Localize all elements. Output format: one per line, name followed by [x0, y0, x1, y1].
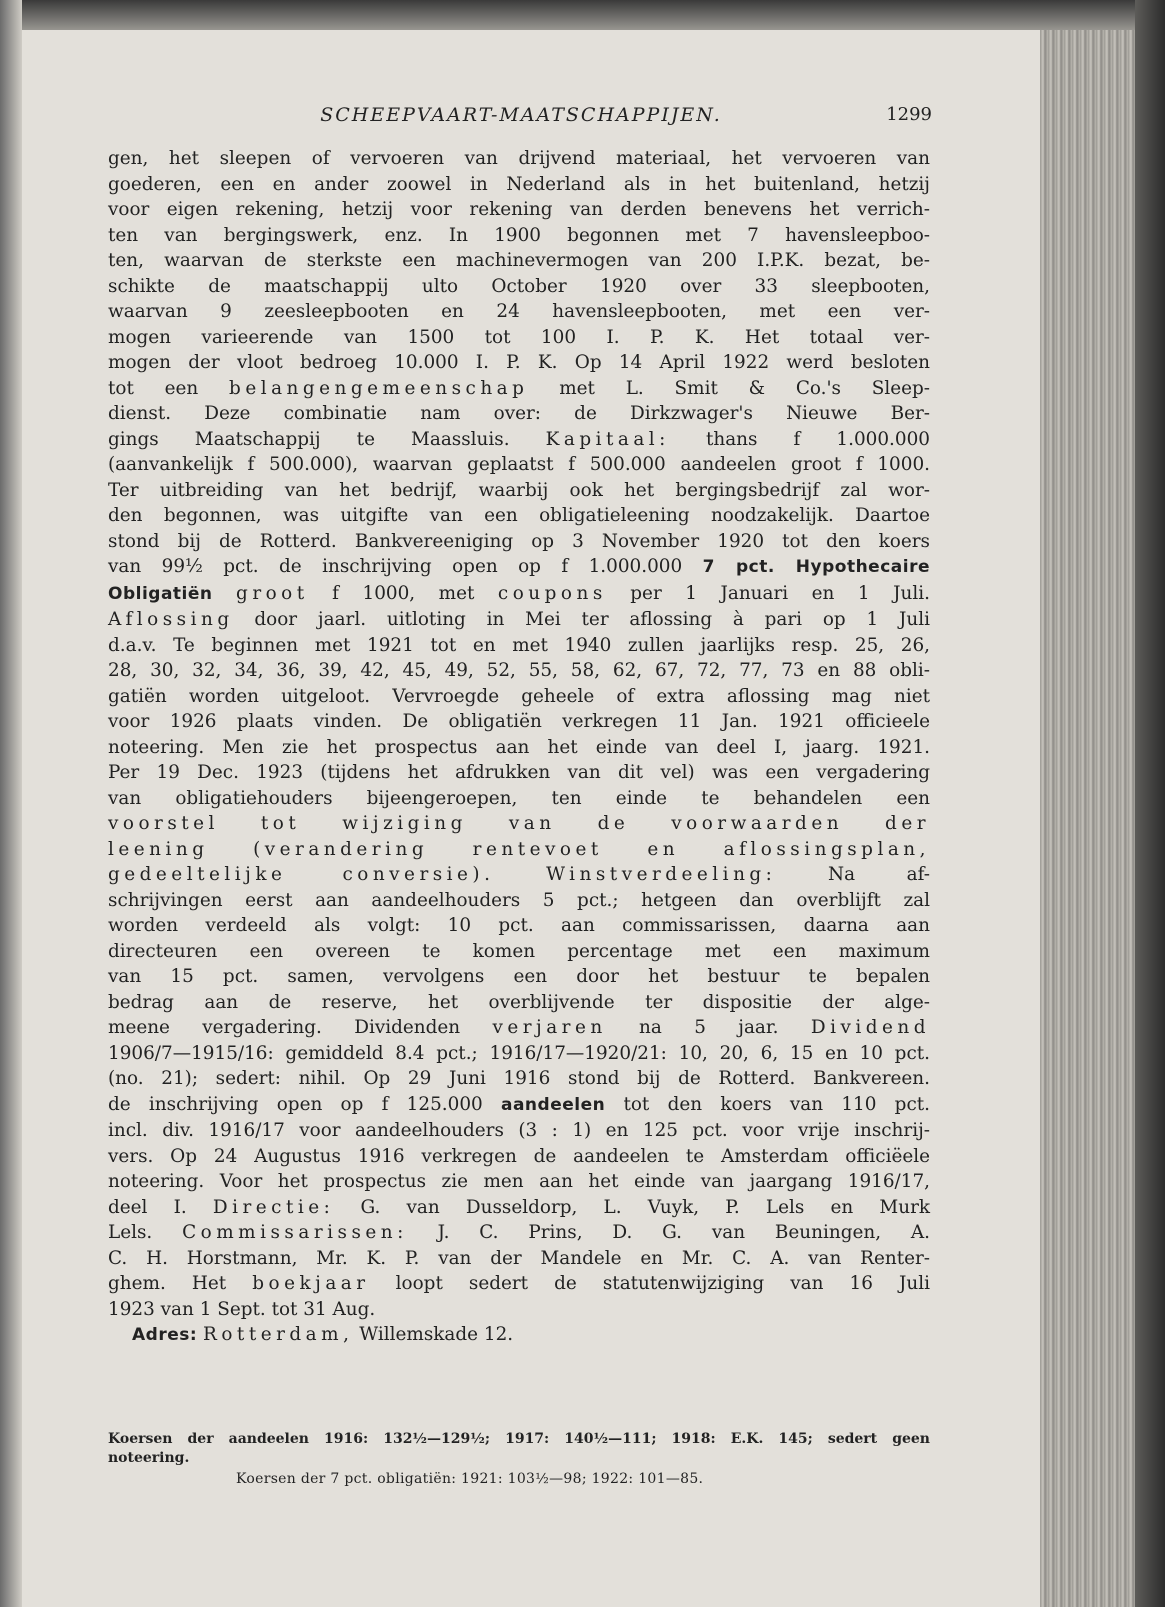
spaced-term: Aflossing — [108, 609, 234, 630]
text-run: door jaarl. uitloting in Mei ter aflossing à pari op 1 Juli — [233, 609, 930, 630]
text-line: (no. 21); sedert: nihil. Op 29 Juni 1916 stond bij de Rotterd. Bankvereen. — [108, 1068, 930, 1089]
footnote-line: Koersen der aandeelen 1916: 132½—129½; 1917: 140½—111; 1918: E.K. 145; sedert geen — [108, 1431, 930, 1447]
footnote-bond-prices: Koersen der 7 pct. obligatiën: 1921: 103½—98; 1922: 101—85. — [236, 1471, 704, 1487]
text-line: ten, waarvan de sterkste een machinevermogen van 200 I.P.K. bezat, be- — [108, 250, 930, 271]
spaced-term: belangengemeenschap — [229, 377, 529, 399]
text-line — [108, 862, 930, 888]
text-run: Na af- — [776, 864, 930, 885]
text-run — [213, 583, 237, 604]
text-line: 28, 30, 32, 34, 36, 39, 42, 45, 49, 52, 55, 58, 62, 67, 72, 77, 73 en 88 obli- — [108, 660, 930, 681]
text-line: worden verdeeld als volgt: 10 pct. aan commissarissen, daarna aan — [108, 915, 930, 936]
text-line: schikte de maatschappij ulto October 1920 over 33 sleepbooten, — [108, 275, 930, 297]
text-line — [108, 1015, 930, 1041]
text-line — [108, 427, 930, 453]
spaced-term: boekjaar — [252, 1273, 370, 1294]
text-line: directeuren een overeen te komen percentage met een maximum — [108, 940, 930, 962]
bold-heading: Adres: — [132, 1325, 198, 1345]
text-line: noteering. Voor het prospectus zie men aan het einde van jaargang 1916/17, — [108, 1171, 930, 1192]
text-run: van 99½ pct. de inschrijving open op f 1.000.000 — [108, 556, 703, 577]
spaced-term: Rotterdam, — [203, 1324, 354, 1345]
text-line: mogen varieerende van 1500 tot 100 I. P. K. Het totaal ver- — [108, 326, 930, 348]
text-line — [108, 1271, 930, 1297]
text-run: loopt sedert de statutenwijziging van 16 Juli — [369, 1273, 930, 1294]
text-run — [494, 864, 546, 885]
text-line: vers. Op 24 Augustus 1916 verkregen de aandeelen te Amsterdam officiëele — [108, 1145, 930, 1167]
text-run: de inschrijving open op f 125.000 — [108, 1093, 501, 1115]
text-line: ten van bergingswerk, enz. In 1900 begonnen met 7 havensleepboo- — [108, 224, 930, 246]
spaced-term: Commissarissen: — [182, 1222, 408, 1243]
text-run: met L. Smit & Co.'s Sleep- — [528, 377, 931, 399]
text-line: mogen der vloot bedroeg 10.000 I. P. K. Op 14 April 1922 werd besloten — [108, 352, 930, 373]
text-run: ghem. Het — [108, 1273, 253, 1294]
text-line: waarvan 9 zeesleepbooten en 24 havensleepbooten, met een ver- — [108, 301, 930, 322]
text-line: stond bij de Rotterd. Bankvereeniging op 3 November 1920 tot den koers — [108, 530, 930, 552]
text-line: den begonnen, was uitgifte van een obligatieleening noodzakelijk. Daartoe — [108, 505, 930, 526]
text-run: per 1 Januari en 1 Juli. — [606, 582, 930, 604]
text-line — [108, 1195, 930, 1221]
text-run: G. van Dusseldorp, L. Vuyk, P. Lels en Murk — [334, 1196, 930, 1218]
text-line: goederen, een en ander zoowel in Nederland als in het buitenland, hetzij — [108, 173, 930, 195]
text-line: incl. div. 1916/17 voor aandeelhouders (3 : 1) en 125 pct. voor vrije inschrij- — [108, 1120, 930, 1141]
text-line: voor 1926 plaats vinden. De obligatiën verkregen 11 Jan. 1921 officieele — [108, 711, 930, 732]
text-line — [108, 607, 930, 633]
text-line: van 15 pct. samen, vervolgens een door het bestuur te bepalen — [108, 966, 930, 987]
spaced-term: groot — [236, 582, 309, 604]
footnote-share-prices — [108, 1430, 930, 1468]
book-spine-shadow — [1135, 0, 1165, 1607]
text-line: 1923 van 1 Sept. tot 31 Aug. — [108, 1298, 376, 1320]
body-text — [108, 146, 930, 1349]
text-run: meene vergadering. Dividenden — [108, 1017, 493, 1038]
page-header — [110, 104, 932, 136]
text-run: thans f 1.000.000 — [669, 428, 930, 450]
text-line: d.a.v. Te beginnen met 1921 tot en met 1940 zullen jaarlijks resp. 25, 26, — [108, 634, 930, 656]
text-line: dienst. Deze combinatie nam over: de Dirkzwager's Nieuwe Ber- — [108, 403, 930, 424]
text-line: noteering. Men zie het prospectus aan het einde van deel I, jaarg. 1921. — [108, 736, 930, 758]
bold-heading: 7 pct. Hypothecaire — [702, 557, 930, 577]
text-line: schrijvingen eerst aan aandeelhouders 5 pct.; hetgeen dan overblijft zal — [108, 889, 930, 911]
text-run: gings Maatschappij te Maassluis. — [108, 428, 546, 450]
spaced-term: Kapitaal: — [545, 428, 670, 450]
text-run: f 1000, met — [308, 582, 498, 604]
text-line — [108, 376, 930, 402]
text-line: (aanvankelijk f 500.000), waarvan geplaatst f 500.000 aandeelen groot f 1000. — [108, 454, 930, 475]
text-line — [108, 1092, 930, 1119]
running-title: SCHEEPVAART-MAATSCHAPPIJEN. — [320, 104, 722, 126]
footnote-line: noteering. — [108, 1450, 190, 1466]
text-line: bedrag aan de reserve, het overblijvende ter dispositie der alge- — [108, 991, 930, 1013]
bold-heading: aandeelen — [500, 1094, 606, 1115]
text-line: 1906/7—1915/16: gemiddeld 8.4 pct.; 1916/17—1920/21: 10, 20, 6, 15 en 10 pct. — [108, 1042, 930, 1064]
text-run: tot een — [108, 377, 230, 399]
text-line — [108, 1220, 930, 1246]
text-line — [108, 581, 930, 608]
address-line — [108, 1322, 930, 1349]
text-line: Ter uitbreiding van het bedrijf, waarbij ook het bergingsbedrijf zal wor- — [108, 479, 930, 501]
text-line: Per 19 Dec. 1923 (tijdens het afdrukken van dit vel) was een vergadering — [108, 762, 930, 783]
spaced-term: Winstverdeeling: — [546, 864, 777, 885]
spaced-term: voorstel tot wijziging van de voorwaarden der — [108, 813, 930, 834]
text-run: Willemskade 12. — [353, 1324, 514, 1345]
text-line: gatiën worden uitgeloot. Vervroegde geheele of extra aflossing mag niet — [108, 685, 930, 707]
text-line: van obligatiehouders bijeengeroepen, ten einde te behandelen een — [108, 787, 930, 809]
spaced-term: gedeeltelijke conversie). — [108, 864, 495, 885]
text-line — [108, 554, 930, 581]
text-run: J. C. Prins, D. G. van Beuningen, A. — [407, 1222, 930, 1243]
spaced-term: Dividend — [810, 1017, 930, 1038]
bold-heading: Obligatiën — [108, 583, 213, 604]
scan-left-edge — [0, 0, 22, 1607]
text-run: na 5 jaar. — [606, 1017, 811, 1038]
spaced-term: Directie: — [212, 1196, 335, 1218]
text-run: deel I. — [108, 1196, 213, 1218]
spaced-term: leening (verandering rentevoet en aflossingsplan, — [108, 838, 930, 860]
text-line: voor eigen rekening, hetzij voor rekening van derden benevens het verrich- — [108, 199, 930, 220]
page-number: 1299 — [886, 104, 932, 125]
text-run: Lels. — [108, 1222, 183, 1243]
spaced-term: verjaren — [492, 1017, 607, 1038]
text-line: C. H. Horstmann, Mr. K. P. van der Mandele en Mr. C. A. van Renter- — [108, 1247, 930, 1269]
text-line: gen, het sleepen of vervoeren van drijvend materiaal, het vervoeren van — [108, 148, 930, 169]
text-run: tot den koers van 110 pct. — [605, 1093, 930, 1115]
spaced-term: coupons — [497, 582, 607, 604]
